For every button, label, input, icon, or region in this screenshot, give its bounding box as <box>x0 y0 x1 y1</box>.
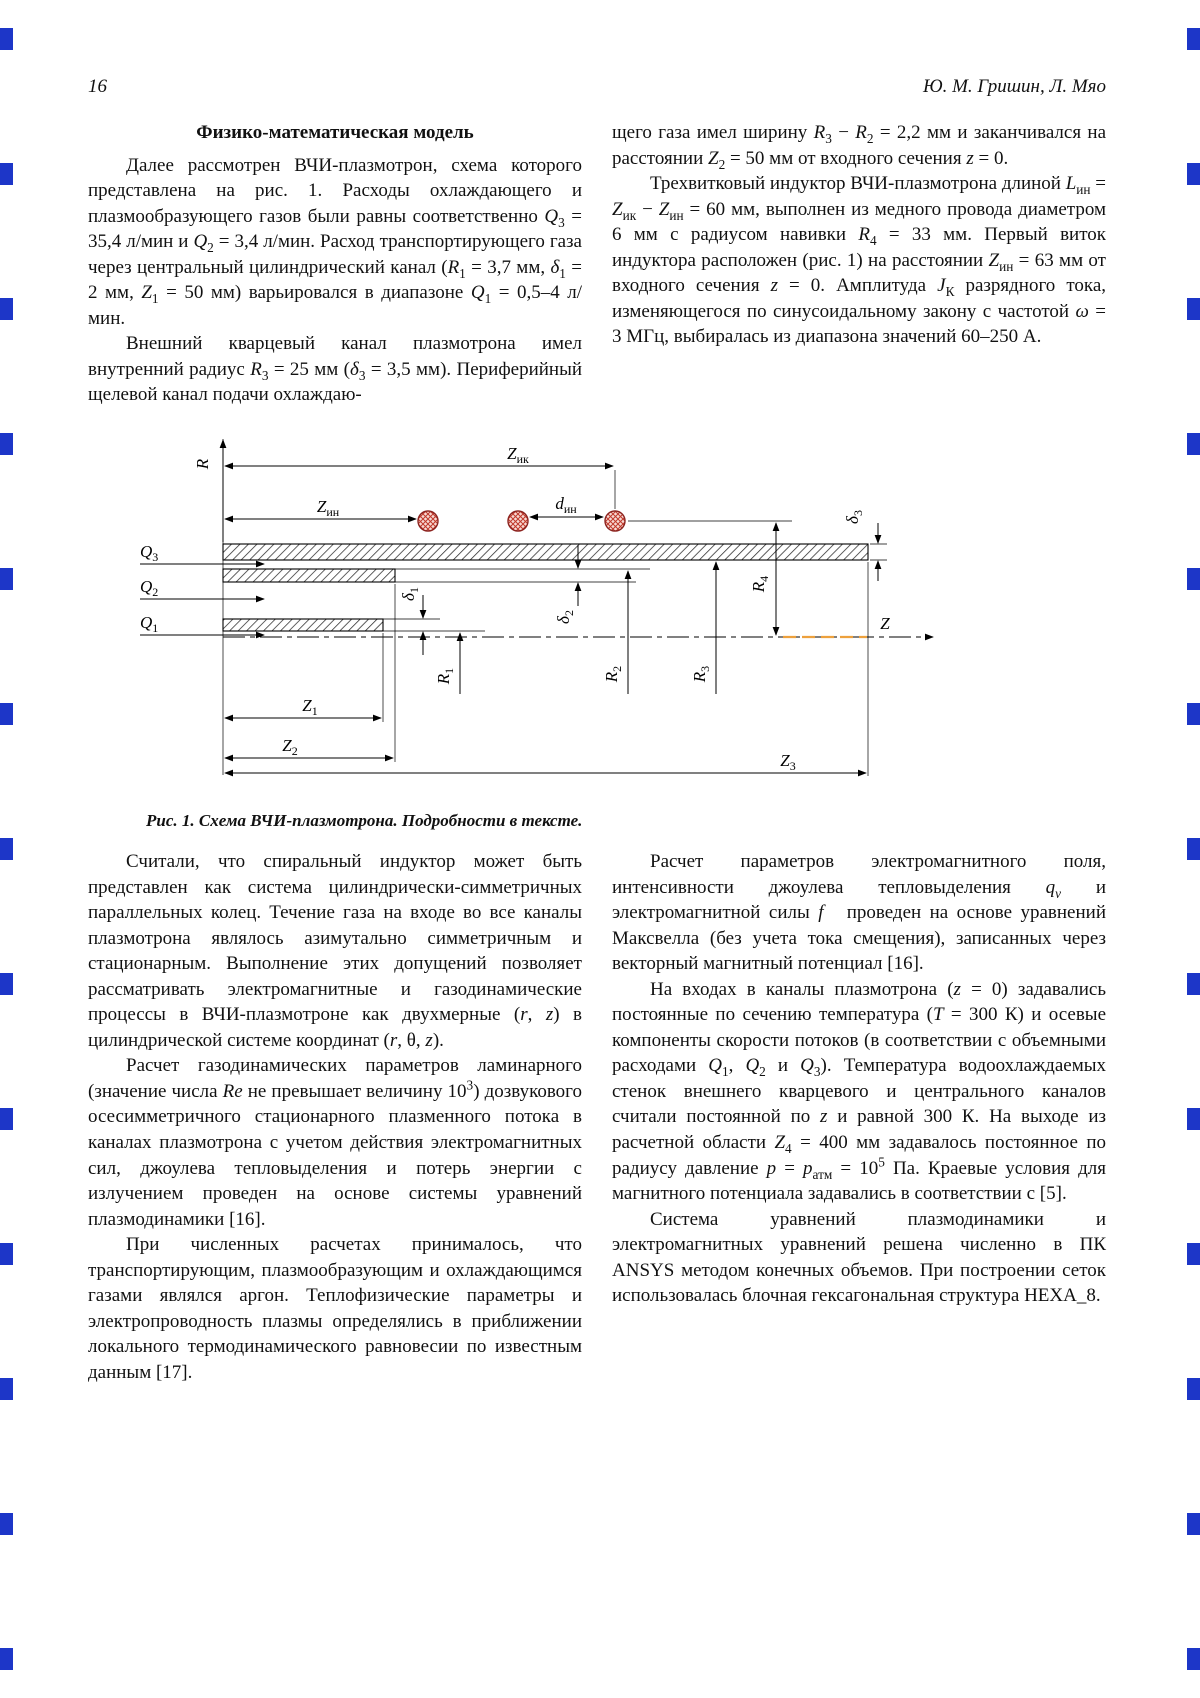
section-heading: Физико-математическая модель <box>196 122 474 143</box>
fig-label-z3: $Z_3$ <box>780 751 796 774</box>
paragraph: Расчет параметров электромагнитного поля, интенсивности джоулева тепловыделения $q_v$ и электромагнитной силы f⃗ проведен на основе уравнений Максвелла (без учета тока смещения), записанных через векторный магнитный потенциал [16]. <box>612 851 1106 975</box>
fig-label-q3: $Q_3$ <box>140 542 159 565</box>
figure-caption: Рис. 1. Схема ВЧИ-плазмотрона. Подробности в тексте. <box>146 811 583 831</box>
fig-label-r1: $R_1$ <box>434 667 456 685</box>
paragraph: Далее рассмотрен ВЧИ-плазмотрон, схема которого представлена на рис. 1. Расходы охлаждающего и плазмообразующего газов были равны соответственно $Q_3 = 35,4$ л/мин и $Q_2 = 3,4$ л/мин. Расход транспортирующего газа через центральный цилиндрический канал ($R_1 = 3,7$ мм, $\delta_1 = 2$ мм, $Z_1 = 50$ мм) варьировался в диапазоне $Q_1 = 0,5-4$ л/мин. <box>88 154 583 329</box>
fig-label-d-in: $d_{ин}$ <box>555 494 577 517</box>
fig-label-r-axis: R <box>193 458 212 470</box>
page-edge-marks-right <box>1187 0 1200 1698</box>
fig-label-r3: $R_3$ <box>690 665 712 683</box>
fig-label-z-axis: Z <box>880 614 890 634</box>
channel-walls <box>223 544 868 631</box>
paragraph: На входах в каналы плазмотрона (z = 0) задавались постоянные по сечению температура (T = 300 К) и осевые компоненты скорости потоков (в соответствии с объемными расходами $Q_1$, $Q_2$ и $Q_3$). Температура водоохлаждаемых стенок внешнего кварцевого и центрального каналов считали постоянной по z и равной 300 К. На выходе из расчетной области $Z_4 = 400$ мм задавалось постоянное по радиусу давление $p = p_{атм} = 10^5$ Па. Краевые условия для магнитного потенциала задавались в соответствии с [5]. <box>612 978 1107 1205</box>
running-header <box>88 76 1106 98</box>
figure-1 <box>88 424 1106 831</box>
paragraph: Система уравнений плазмодинамики и электромагнитных уравнений решена численно в ПК ANSYS методом конечных объемов. При построении сеток использовалась блочная гексагональная структура HEXA_8. <box>612 1208 1106 1307</box>
page-content <box>88 76 1106 1386</box>
axes <box>223 439 933 775</box>
fig-label-q2: $Q_2$ <box>140 577 159 600</box>
fig-label-delta3: $\delta_3$ <box>843 510 865 524</box>
bottom-right-column <box>612 849 1106 1385</box>
top-left-column <box>88 120 582 408</box>
fig-label-r4: $R_4$ <box>749 575 771 593</box>
page-edge-marks-left <box>0 0 13 1698</box>
paragraph: щего газа имел ширину $R_3 - R_2 = 2,2$ мм и заканчивался на расстоянии $Z_2 = 50$ мм от входного сечения z = 0. <box>612 122 1107 172</box>
bottom-text-section <box>88 849 1106 1385</box>
paragraph: Расчет газодинамических параметров ламинарного (значение числа Re не превышает величину $10^3$) дозвукового осесимметричного стационарного плазменного потока в каналах плазмотрона с учетом действия электромагнитных сил, джоулева тепловыделения и потерь энергии с излучением проведен на основе системы уравнений плазмодинамики [16]. <box>88 1055 583 1230</box>
running-authors: Ю. М. Гришин, Л. Мяо <box>922 76 1106 97</box>
fig-label-z-in: $Z_{ин}$ <box>316 497 340 520</box>
fig-label-delta2: $\delta_2$ <box>554 610 576 624</box>
top-text-section <box>88 120 1106 408</box>
fig-label-z-ik: $Z_{ик}$ <box>507 444 529 467</box>
paragraph: Трехвитковый индуктор ВЧИ-плазмотрона длиной $L_{ин} = Z_{ик} - Z_{ин} = 60$ мм, выполнен из медного провода диаметром 6 мм с радиусом навивки $R_4 = 33$ мм. Первый виток индуктора расположен (рис. 1) на расстоянии $Z_{ин} = 63$ мм от входного сечения z = 0. Амплитуда $J_К$ разрядного тока, изменяющегося по синусоидальному закону с частотой ω = 3 МГц, выбиралась из диапазона значений 60–250 А. <box>612 173 1107 348</box>
fig-label-delta1: $\delta_1$ <box>399 587 421 601</box>
paragraph: Считали, что спиральный индуктор может быть представлен как система цилиндрически-симметричных параллельных колец. Течение газа на входе во все каналы плазмотрона являлось азимутально симметричным и стационарным. Выполнение этих допущений позволяет рассматривать электромагнитные и газодинамические процессы в ВЧИ-плазмотроне как двухмерные (r, z) в цилиндрической системе координат (r, θ, z). <box>88 851 582 1051</box>
paragraph: При численных расчетах принималось, что транспортирующим, плазмообразующим и охлаждающимся газами являлся аргон. Теплофизические параметры и электропроводность плазмы определялись в приближении локального термодинамического равновесии по известным данным [17]. <box>88 1234 582 1383</box>
fig-label-q1: $Q_1$ <box>140 613 159 636</box>
fig-label-z2: $Z_2$ <box>282 736 298 759</box>
top-right-column <box>612 120 1106 408</box>
bottom-left-column <box>88 849 582 1385</box>
fig-label-r2: $R_2$ <box>602 665 624 683</box>
figure-labels <box>140 444 890 773</box>
inductor-coil-turns <box>418 511 625 531</box>
page-number: 16 <box>88 76 107 97</box>
fig-label-z1: $Z_1$ <box>302 696 318 719</box>
paragraph: Внешний кварцевый канал плазмотрона имел внутренний радиус $R_3 = 25$ мм ($\delta_3 = 3,5$ мм). Периферийный щелевой канал подачи охлаждаю- <box>88 333 583 406</box>
figure-1-diagram <box>88 424 1100 804</box>
